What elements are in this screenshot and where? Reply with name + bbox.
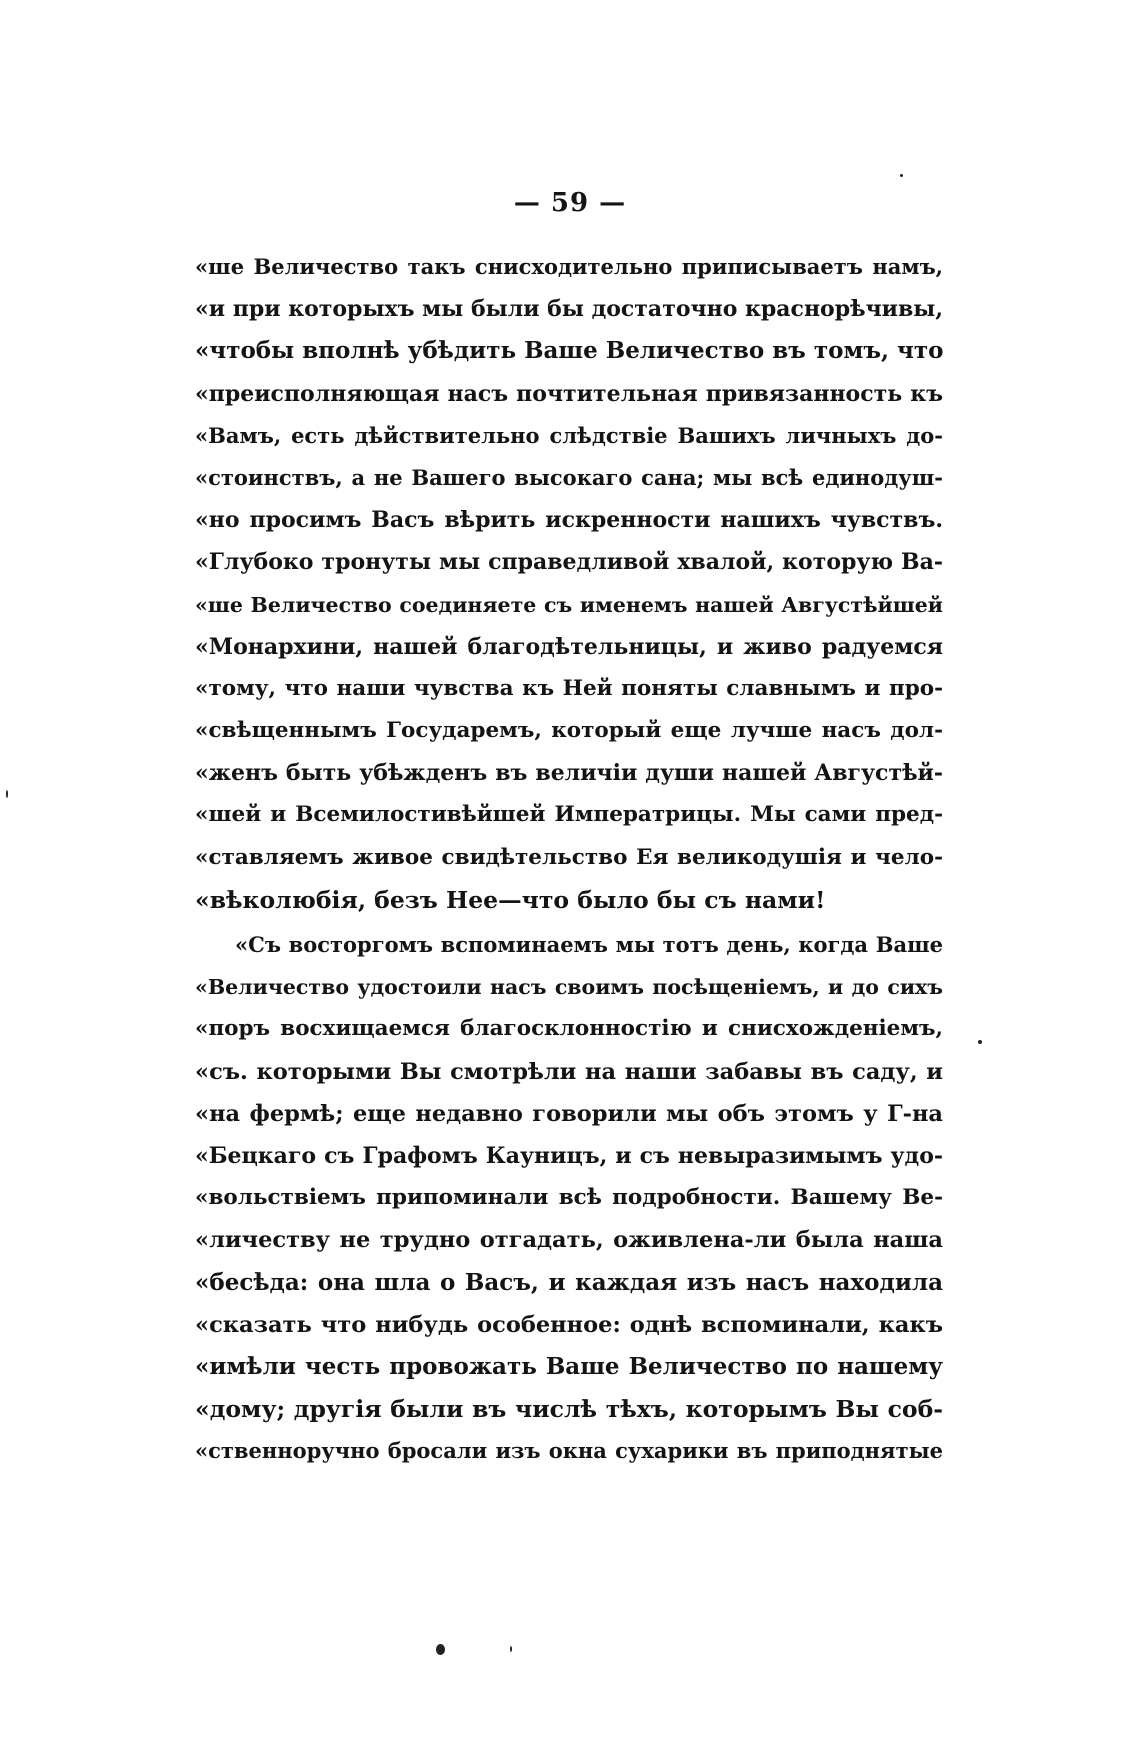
text-line: «стоинствъ, а не Вашего высокаго сана; мы всѣ единодуш- — [195, 464, 943, 490]
ink-speck — [436, 1644, 445, 1655]
text-line: «личеству не трудно отгадать, оживлена-ли была наша — [195, 1227, 943, 1254]
ink-speck — [978, 1040, 982, 1044]
text-line: «свѣщеннымъ Государемъ, который еще лучше насъ дол- — [195, 718, 943, 744]
page-number: — 59 — — [513, 188, 627, 218]
text-line: «Съ восторгомъ вспоминаемъ мы тотъ день, когда Ваше — [235, 932, 943, 957]
text-line: «Величество удостоили насъ своимъ посѣщеніемъ, и до сихъ — [195, 975, 943, 1000]
text-line: «ше Величество такъ снисходительно приписываетъ намъ, — [195, 254, 943, 279]
ink-speck — [900, 174, 903, 177]
text-line: «Монархини, нашей благодѣтельницы, и живо радуемся — [195, 633, 943, 660]
text-line: «чтобы вполнѣ убѣдить Ваше Величество въ томъ, что — [195, 337, 944, 365]
text-line: «съ. которыми Вы смотрѣли на наши забавы въ саду, и — [195, 1058, 943, 1085]
text-line: «Вамъ, есть дѣйствительно слѣдствіе Вашихъ личныхъ до- — [195, 422, 943, 448]
paragraph-2 — [195, 924, 943, 1472]
text-line: «вѣколюбія, безъ Нее—что было бы съ нами! — [195, 885, 826, 914]
text-line: «на фермѣ; еще недавно говорили мы объ этомъ у Г-на — [195, 1100, 943, 1127]
text-line: «ставляемъ живое свидѣтельство Ея великодушія и чело- — [195, 844, 943, 870]
text-line: «имѣли честь провожать Ваше Величество по нашему — [195, 1352, 943, 1380]
text-line: «ше Величество соединяете съ именемъ нашей Августѣйшей — [195, 592, 943, 617]
text-line: «тому, что наши чувства къ Ней поняты славнымъ и про- — [195, 675, 943, 701]
text-line: «сказать что нибудь особенное: однѣ вспоминали, какъ — [195, 1311, 943, 1338]
text-line: «дому; другія были въ числѣ тѣхъ, которымъ Вы соб- — [195, 1395, 943, 1424]
text-line: «вольствіемъ припоминали всѣ подробности. Вашему Ве- — [195, 1185, 943, 1211]
ink-speck — [6, 790, 8, 798]
ink-speck — [510, 1646, 512, 1652]
text-line: «Бецкаго съ Графомъ Кауницъ, и съ невыразимымъ удо- — [195, 1142, 943, 1169]
text-line: «бесѣда: она шла о Васъ, и каждая изъ насъ находила — [195, 1268, 943, 1296]
text-line: «Глубоко тронуты мы справедливой хвалой, которую Ва- — [195, 549, 943, 576]
text-line: «поръ восхищаемся благосклонностію и снисхожденіемъ, — [195, 1016, 943, 1042]
text-line: «и при которыхъ мы были бы достаточно краснорѣчивы, — [195, 296, 943, 323]
text-line: «шей и Всемилостивѣйшей Императрицы. Мы сами пред- — [195, 802, 943, 828]
text-line: «преисполняющая насъ почтительная привязанность къ — [195, 380, 943, 407]
text-line: «женъ быть убѣжденъ въ величіи души нашей Августѣй- — [195, 760, 943, 787]
text-line: «но просимъ Васъ вѣрить искренности нашихъ чувствъ. — [195, 507, 943, 534]
text-line: «ственноручно бросали изъ окна сухарики въ приподнятые — [195, 1438, 943, 1464]
paragraph-1 — [195, 246, 943, 921]
